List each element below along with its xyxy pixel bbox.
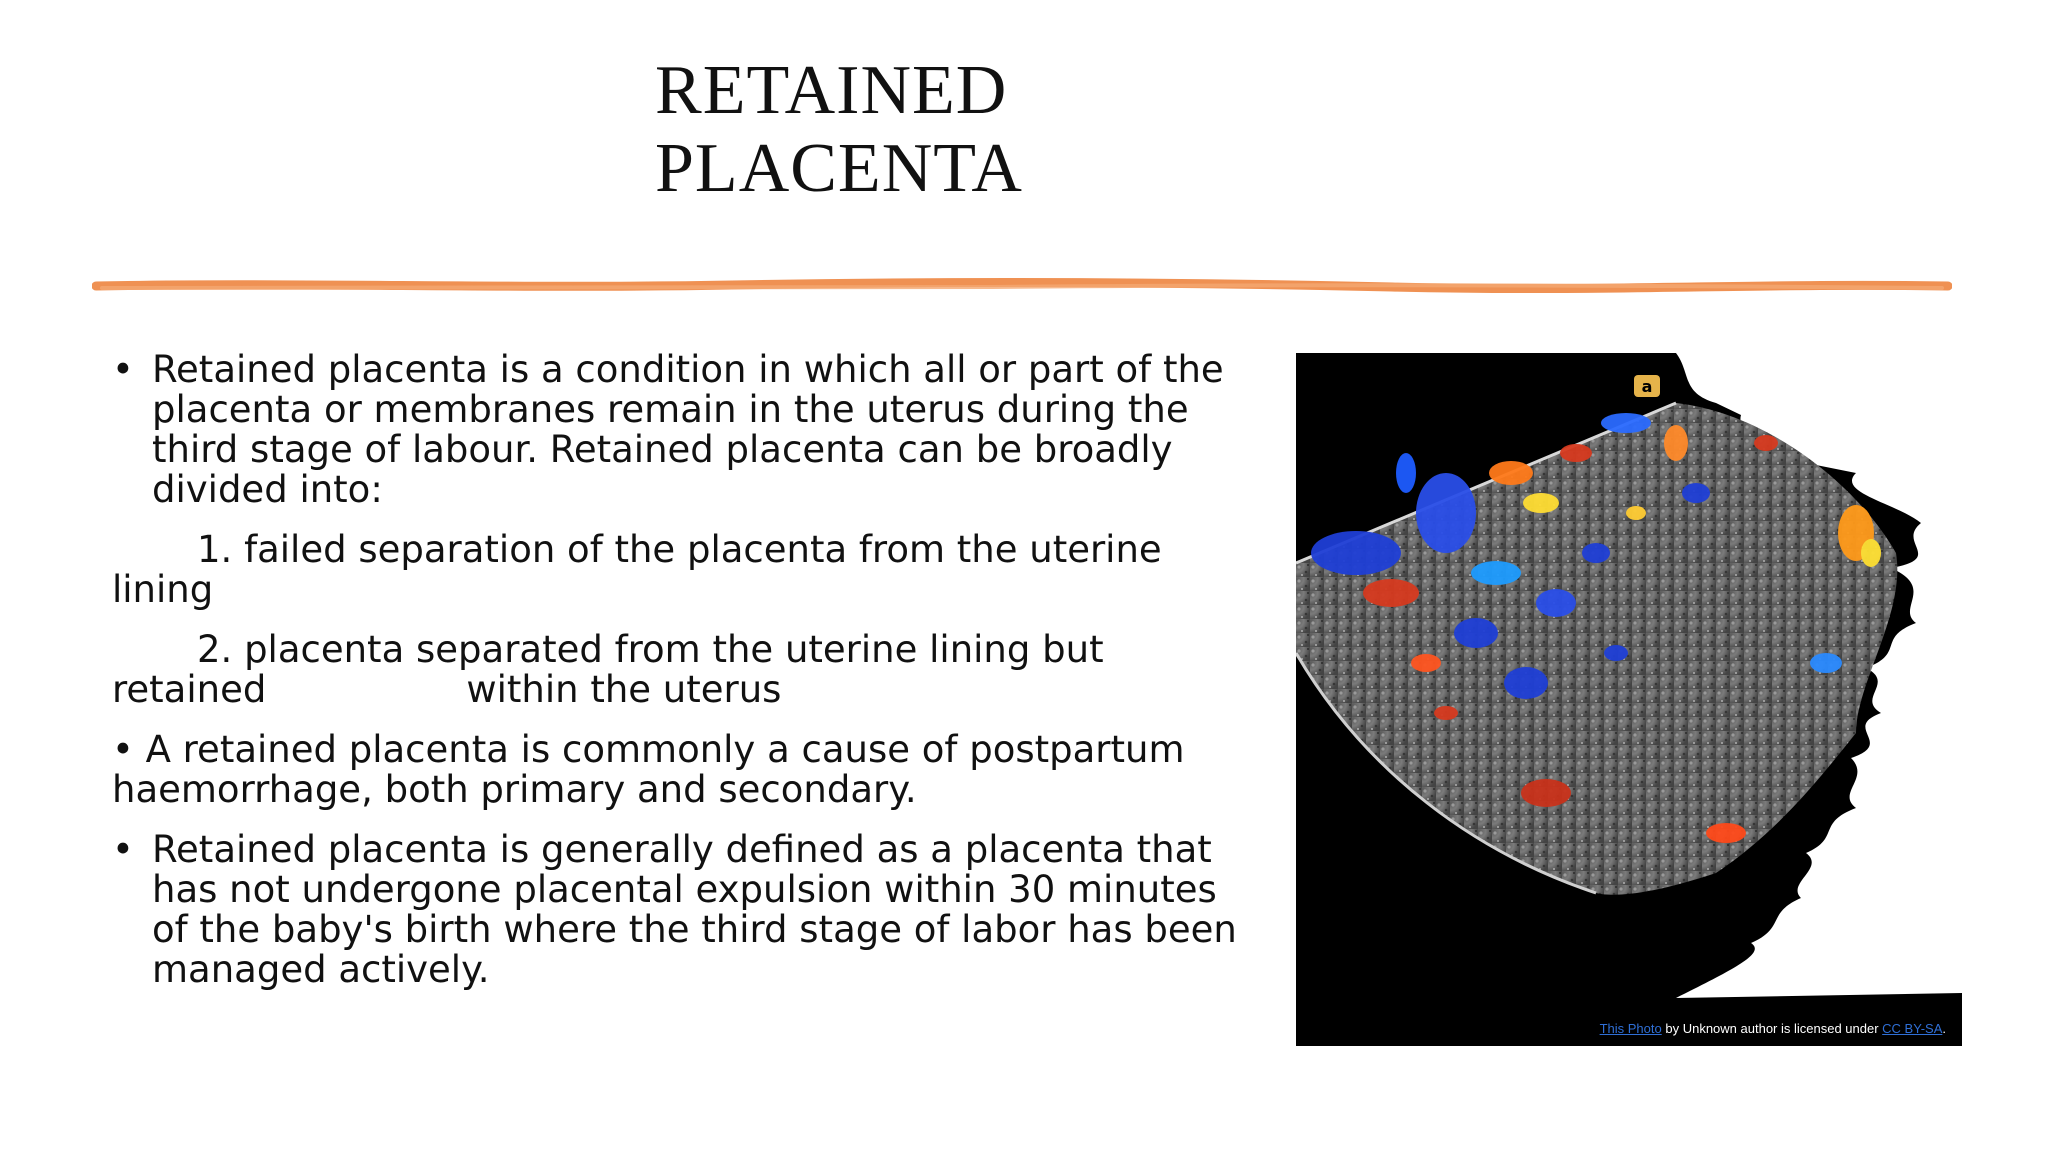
bullet-text: Retained placenta is a condition in which all or part of the placenta or membranes remain in the uterus during the third stage of labour. Retained placenta can be broadly divided into: <box>152 348 1224 511</box>
credit-end: . <box>1942 1021 1946 1036</box>
slide-title <box>655 52 1215 208</box>
list-item-text: 1. failed separation of the placenta from the uterine <box>197 528 1162 571</box>
bullet-retained-definition <box>112 350 1242 510</box>
bullet-text: Retained placenta is generally defined as a placenta that has not undergone placental expulsion within 30 minutes of the baby's birth where the third stage of labor has been managed actively. <box>152 828 1237 991</box>
title-divider <box>92 272 1952 300</box>
title-line-2: PLACENTA <box>655 130 1023 207</box>
credit-photo-link[interactable]: This Photo <box>1599 1021 1662 1036</box>
paragraph-postpartum: • A retained placenta is commonly a cause of postpartum haemorrhage, both primary and secondary. <box>112 728 1185 811</box>
list-item-failed-separation <box>112 530 1242 610</box>
bullet-dot: • <box>112 828 134 871</box>
bullet-generally-defined <box>112 830 1242 990</box>
title-line-1: RETAINED <box>655 52 1008 129</box>
list-item-separated-retained <box>112 630 1242 710</box>
corner-label: a <box>1641 377 1653 396</box>
photo-credit <box>1584 1012 1962 1046</box>
slide-body <box>112 350 1242 1010</box>
list-item-text: 2. placenta separated from the uterine lining but <box>197 628 1104 671</box>
ultrasound-doppler-image <box>1296 353 1962 1046</box>
ultrasound-photo <box>1296 353 1962 1046</box>
list-item-text-continued: lining <box>112 568 214 611</box>
credit-text: by Unknown author is licensed under <box>1661 1021 1883 1036</box>
list-item-text-end: within the uterus <box>466 668 782 711</box>
list-item-text-continued: retained <box>112 668 267 711</box>
credit-license-link[interactable]: CC BY-SA <box>1882 1021 1943 1036</box>
bullet-dot: • <box>112 348 134 391</box>
